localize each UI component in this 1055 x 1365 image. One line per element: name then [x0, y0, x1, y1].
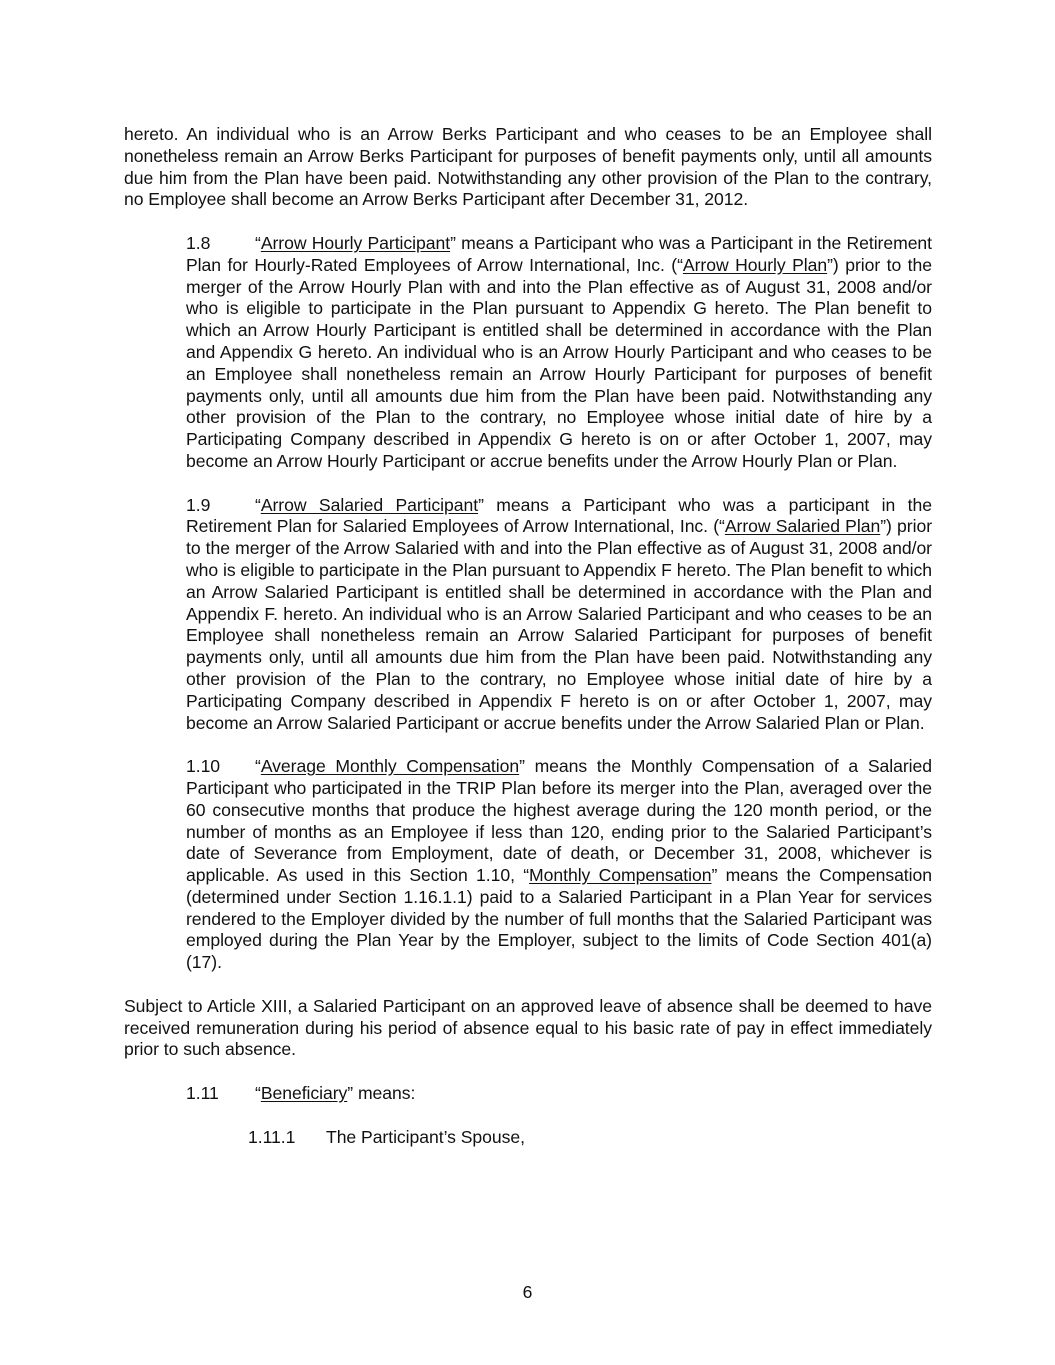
section-text: ” means the Monthly Compensation of a Salaried Participant who participated in the TRIP Plan before its merger into the Plan, averaged over the 60 consecutive months that produce the highest average during the 120 month period, or the number of months as an Employee if less than 120, ending prior to the Salaried Participant’s date of Severance from Employment, date of death, or December 31, 2008, whichever is applicable. As used in this Section 1.10, “: [186, 756, 932, 886]
defined-term: Average Monthly Compensation: [260, 756, 520, 777]
defined-term: Arrow Hourly Participant: [260, 232, 451, 253]
open-quote: “: [255, 232, 261, 253]
section-number: 1.10: [186, 756, 221, 777]
sub-item-text: The Participant’s Spouse,: [326, 1126, 525, 1147]
document-page: [124, 124, 932, 1148]
section-number: 1.11: [186, 1083, 219, 1104]
section-number: 1.9: [186, 494, 211, 515]
defined-term: Monthly Compensation: [529, 865, 712, 886]
open-quote: “: [255, 1083, 261, 1104]
section-text: ”) prior to the merger of the Arrow Hourly Plan with and into the Plan effective as of August 31, 2008 and/or who is eligible to participate in the Plan pursuant to Appendix G hereto. The Plan benefit to which an Arrow Hourly Participant is entitled shall be determined in accordance with the Plan and Appendix G hereto. An individual who is an Arrow Hourly Participant and who ceases to be an Employee shall nonetheless remain an Arrow Hourly Participant for purposes of benefit payments only, until all amounts due him from the Plan have been paid. Notwithstanding any other provision of the Plan to the contrary, no Employee whose initial date of hire by a Participating Company described in Appendix G hereto is on or after October 1, 2007, may become an Arrow Hourly Participant or accrue benefits under the Arrow Hourly Plan or Plan.: [186, 254, 932, 471]
section-1-8: [124, 233, 932, 473]
page-number: 6: [522, 1282, 533, 1302]
section-text: ” means the Compensation (determined under Section 1.16.1.1) paid to a Salaried Participant in a Plan Year for services rendered to the Employer divided by the number of full months that the Salaried Participant was employed during the Plan Year by the Employer, subject to the limits of Code Section 401(a)(17).: [186, 865, 932, 973]
continuation-paragraph: hereto. An individual who is an Arrow Berks Participant and who ceases to be an Employee shall nonetheless remain an Arrow Berks Participant for purposes of benefit payments only, until all amounts due him from the Plan have been paid. Notwithstanding any other provision of the Plan to the contrary, no Employee shall become an Arrow Berks Participant after December 31, 2012.: [124, 124, 932, 210]
section-text: ” means:: [347, 1083, 416, 1104]
section-text: ” means a Participant who was a Participant in the Retirement Plan for Hourly-Rated Employees of Arrow International, Inc. (“: [186, 232, 933, 275]
defined-term: Arrow Hourly Plan: [682, 254, 828, 275]
open-quote: “: [255, 494, 261, 515]
section-1-11: [124, 1083, 932, 1105]
section-number: 1.8: [186, 232, 211, 253]
section-text: ”) prior to the merger of the Arrow Salaried with and into the Plan effective as of August 31, 2008 and/or who is eligible to participate in the Plan pursuant to Appendix F hereto. The Plan benefit to which an Arrow Salaried Participant is entitled shall be determined in accordance with the Plan and Appendix F. hereto. An individual who is an Arrow Salaried Participant and who ceases to be an Employee shall nonetheless remain an Arrow Salaried Participant for purposes of benefit payments only, until all amounts due him from the Plan have been paid. Notwithstanding any other provision of the Plan to the contrary, no Employee whose initial date of hire by a Participating Company described in Appendix F hereto is on or after October 1, 2007, may become an Arrow Salaried Participant or accrue benefits under the Arrow Salaried Plan or Plan.: [186, 516, 932, 733]
sub-item-number: 1.11.1: [248, 1126, 296, 1147]
defined-term: Arrow Salaried Participant: [260, 494, 479, 515]
section-text: ” means a Participant who was a participant in the Retirement Plan for Salaried Employees of Arrow International, Inc. (“: [186, 494, 932, 537]
defined-term: Arrow Salaried Plan: [724, 516, 881, 537]
section-1-9: [124, 495, 932, 735]
sub-item-1-11-1: [124, 1127, 932, 1149]
leave-of-absence-paragraph: Subject to Article XIII, a Salaried Participant on an approved leave of absence shall be deemed to have received remuneration during his period of absence equal to his basic rate of pay in effect immediately prior to such absence.: [124, 995, 932, 1060]
open-quote: “: [255, 756, 261, 777]
defined-term: Beneficiary: [260, 1083, 348, 1104]
section-1-10: [124, 756, 932, 974]
